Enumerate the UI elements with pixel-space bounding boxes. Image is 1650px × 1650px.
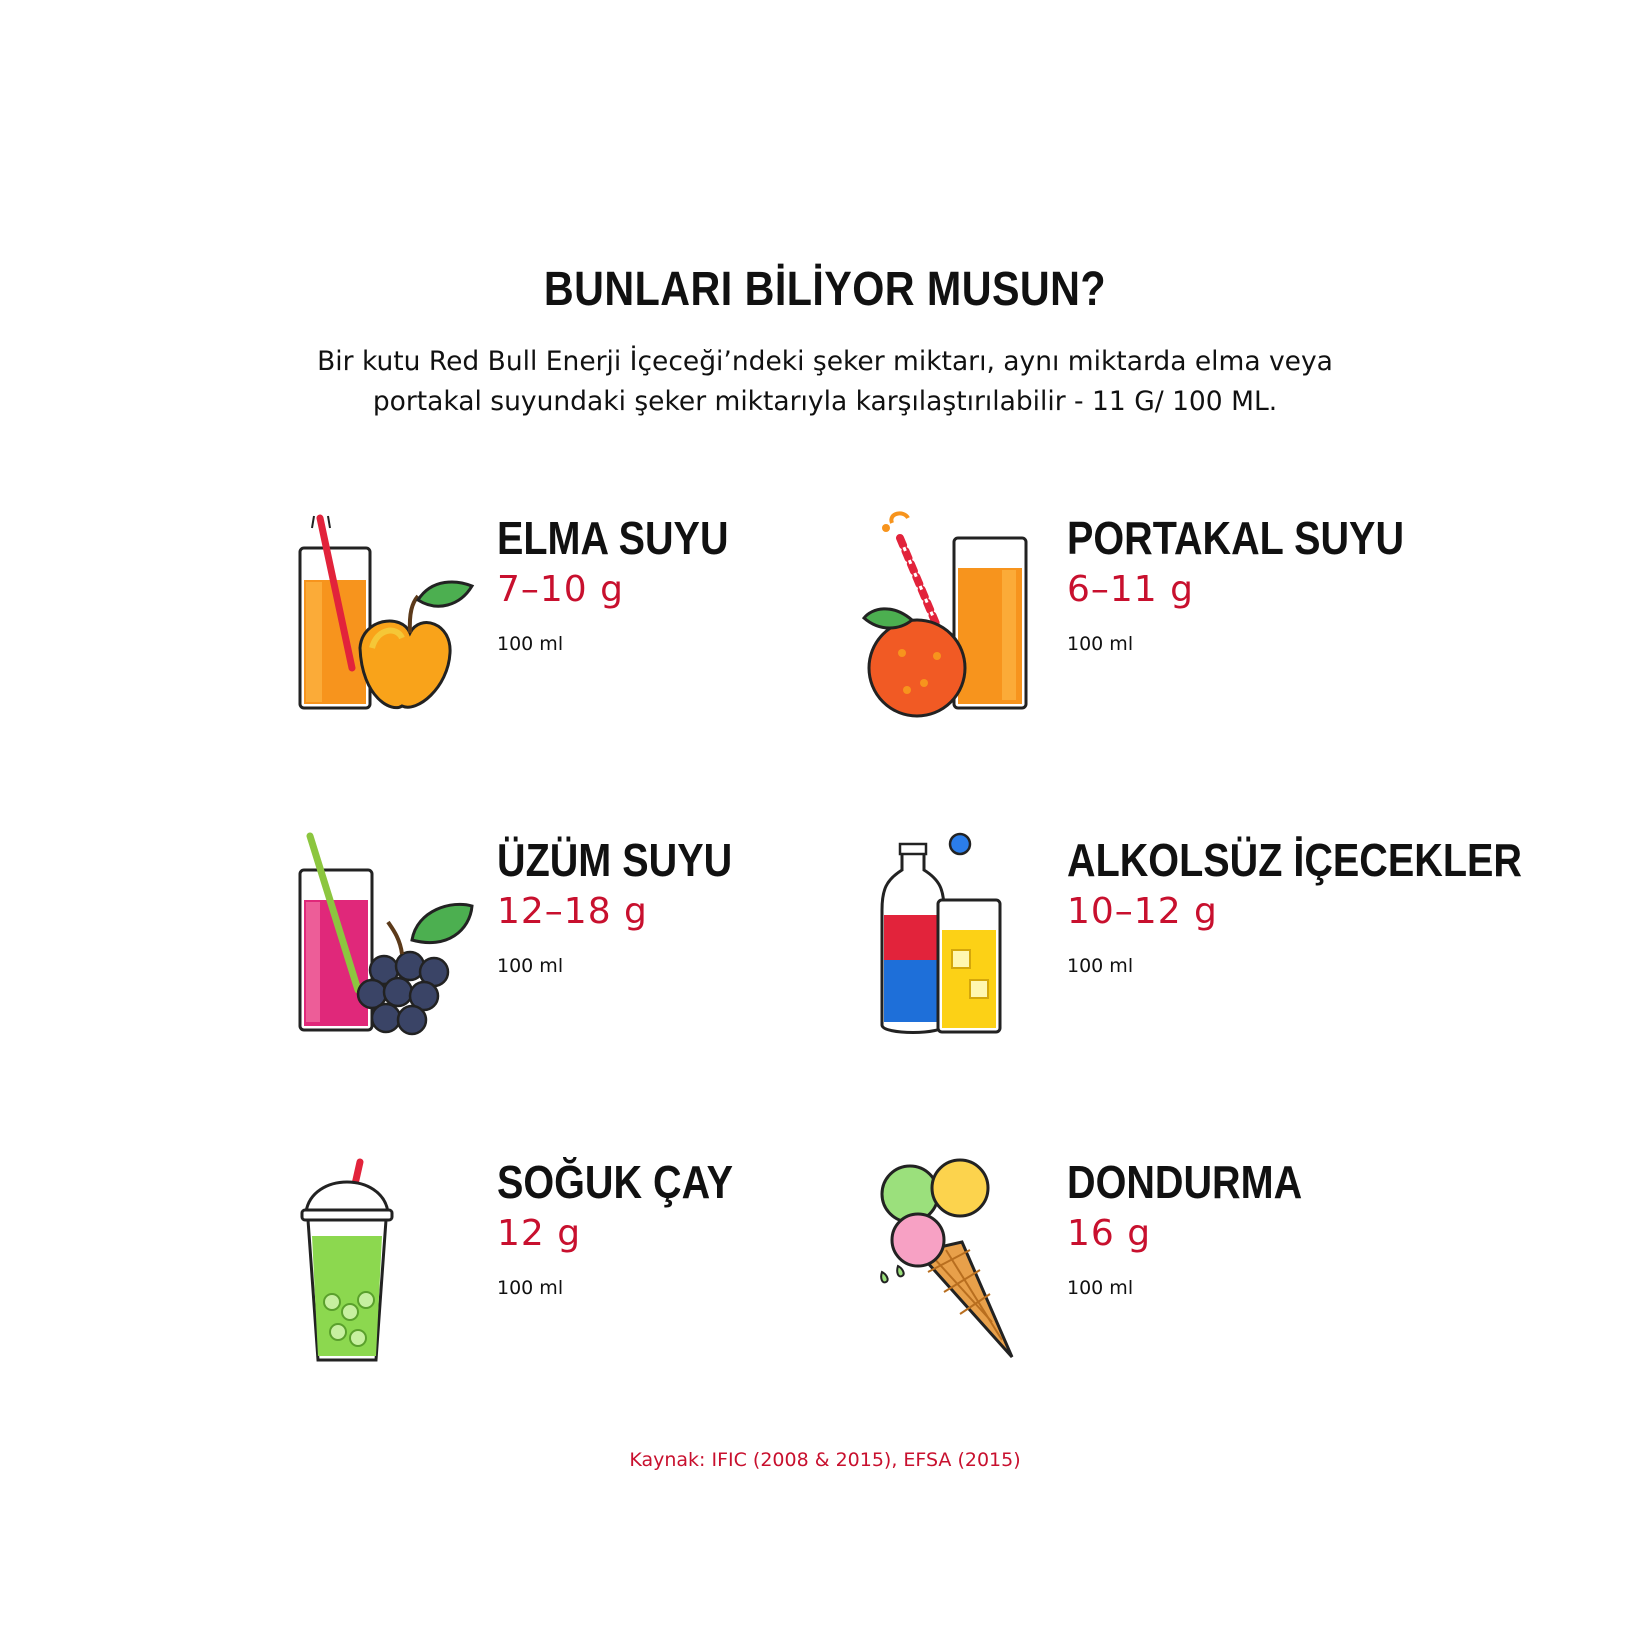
- item-name: SOĞUK ÇAY: [497, 1156, 733, 1208]
- item-unit: 100 ml: [497, 955, 564, 977]
- item-ice-cream: [862, 1152, 1462, 1392]
- subtitle: [250, 342, 1400, 422]
- item-sugar: 12 g: [497, 1213, 582, 1254]
- item-unit: 100 ml: [1067, 955, 1134, 977]
- item-unit: 100 ml: [1067, 633, 1134, 655]
- item-sugar: 16 g: [1067, 1213, 1152, 1254]
- item-sugar: 10–12 g: [1067, 891, 1218, 932]
- item-sugar: 12–18 g: [497, 891, 648, 932]
- item-grape-juice: [292, 830, 892, 1070]
- item-iced-tea: [292, 1152, 892, 1392]
- item-soft-drink: [862, 830, 1522, 1070]
- item-unit: 100 ml: [1067, 1277, 1134, 1299]
- item-name: ELMA SUYU: [497, 512, 729, 564]
- source-note: Kaynak: IFIC (2008 & 2015), EFSA (2015): [629, 1449, 1021, 1471]
- item-sugar: 6–11 g: [1067, 569, 1195, 610]
- grape-juice-icon: [292, 830, 502, 1050]
- item-sugar: 7–10 g: [497, 569, 625, 610]
- item-name: DONDURMA: [1067, 1156, 1303, 1208]
- apple-juice-icon: [292, 508, 502, 728]
- subtitle-line-2: portakal suyundaki şeker miktarıyla karşılaştırılabilir - 11 G/ 100 ML.: [372, 386, 1278, 417]
- soft-drink-icon: [862, 830, 1072, 1050]
- item-name: ÜZÜM SUYU: [497, 834, 733, 886]
- item-orange-juice: [862, 508, 1462, 748]
- ice-cream-icon: [862, 1152, 1072, 1372]
- orange-juice-icon: [862, 508, 1072, 728]
- item-name: ALKOLSÜZ İÇECEKLER: [1067, 834, 1522, 886]
- item-unit: 100 ml: [497, 633, 564, 655]
- item-name: PORTAKAL SUYU: [1067, 512, 1405, 564]
- item-unit: 100 ml: [497, 1277, 564, 1299]
- iced-tea-icon: [292, 1152, 502, 1372]
- page-title: BUNLARI BİLİYOR MUSUN?: [543, 263, 1107, 316]
- item-apple-juice: [292, 508, 892, 748]
- subtitle-line-1: Bir kutu Red Bull Enerji İçeceği’ndeki şeker miktarı, aynı miktarda elma veya: [317, 346, 1333, 377]
